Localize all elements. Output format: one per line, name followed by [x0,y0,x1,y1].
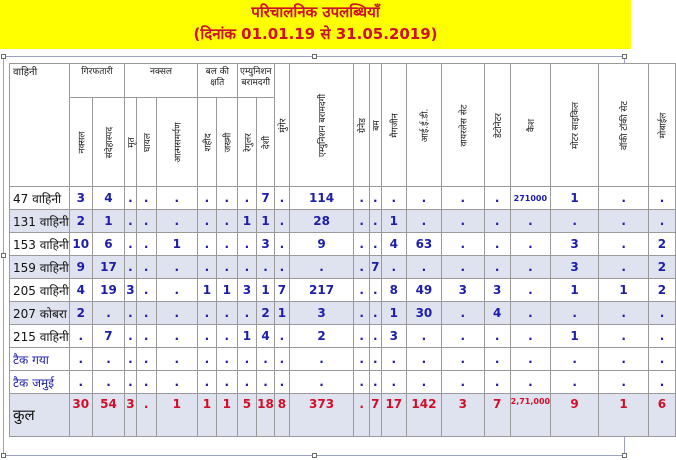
table-cell: 4 [484,302,510,325]
table-cell: . [156,187,197,210]
table-cell: . [257,371,275,394]
total-cell: 9 [551,394,599,437]
table-cell: . [125,325,137,348]
table-cell: . [197,256,216,279]
table-cell: . [599,302,649,325]
page-subtitle: (दिनांक 01.01.19 से 31.05.2019) [193,25,438,43]
table-cell: . [407,325,442,348]
table-cell: . [136,371,156,394]
table-cell: . [441,371,484,394]
col-detonator: डेटोनेटर [484,64,510,187]
table-cell: . [599,256,649,279]
table-row [10,302,676,325]
table-cell: . [69,371,92,394]
table-cell: 28 [290,210,354,233]
table-cell: 1 [381,302,406,325]
table-cell: . [237,256,257,279]
col-mrit: मृत [125,98,137,187]
table-cell: 9 [290,233,354,256]
col-magazine: मैगजीन [381,64,406,187]
row-label: 47 वाहिनी [10,187,70,210]
table-cell: . [649,325,676,348]
table-cell: . [370,279,382,302]
table-cell: 7 [274,279,289,302]
table-cell: . [290,348,354,371]
table-cell: . [237,233,257,256]
table-cell: . [354,348,370,371]
table-cell: 63 [407,233,442,256]
table-cell: . [237,348,257,371]
total-cell: . [136,394,156,437]
resize-handle-ml[interactable] [1,253,6,258]
table-cell: . [354,187,370,210]
col-vahini: वाहिनी [10,64,70,187]
table-cell: . [484,187,510,210]
col-grenade: ग्रेनेड [354,64,370,187]
table-cell: 10 [69,233,92,256]
row-label: 207 कोबरा [10,302,70,325]
resize-handle-tl[interactable] [1,54,6,59]
col-giraftari: गिरफतारी [69,64,124,98]
row-label: 159 वाहिनी [10,256,70,279]
table-cell: . [510,279,550,302]
table-cell: . [649,210,676,233]
table-cell: . [381,256,406,279]
table-cell: . [441,348,484,371]
table-cell: . [599,233,649,256]
table-cell: . [599,348,649,371]
table-cell: 3 [69,187,92,210]
table-cell: . [136,256,156,279]
table-cell: . [381,371,406,394]
table-cell: . [136,302,156,325]
table-cell: . [274,233,289,256]
table-cell: . [354,325,370,348]
table-cell: 6 [92,233,124,256]
table-cell: 1 [381,210,406,233]
table-cell: 4 [69,279,92,302]
resize-handle-br[interactable] [622,453,627,458]
table-cell: . [354,210,370,233]
table-cell: . [407,210,442,233]
total-cell: 30 [69,394,92,437]
table-cell: 217 [290,279,354,302]
table-cell: . [125,187,137,210]
table-cell: . [216,348,237,371]
row-label: 153 वाहिनी [10,233,70,256]
table-cell: 3 [290,302,354,325]
table-cell: . [156,348,197,371]
table-cell: 1 [237,325,257,348]
table-cell: . [370,210,382,233]
table-cell: . [354,233,370,256]
row-label: टैक जमुई [10,371,70,394]
table-cell: . [156,210,197,233]
achievements-table [9,63,676,437]
table-cell: . [441,187,484,210]
table-cell: . [649,302,676,325]
row-label: 215 वाहिनी [10,325,70,348]
col-bal-ki-kshati: बल की क्षति [197,64,237,98]
table-cell: . [441,210,484,233]
table-cell: . [136,233,156,256]
table-cell: . [551,371,599,394]
table-cell: . [237,187,257,210]
table-cell: . [484,325,510,348]
table-cell: . [92,348,124,371]
table-cell: . [354,279,370,302]
total-cell: 7 [370,394,382,437]
table-cell: . [257,256,275,279]
table-cell: . [197,210,216,233]
table-cell: 3 [441,279,484,302]
table-cell: . [92,302,124,325]
total-cell: 1 [197,394,216,437]
table-cell: . [216,302,237,325]
resize-handle-bl[interactable] [1,453,6,458]
table-cell: . [290,371,354,394]
table-cell: . [216,256,237,279]
table-cell: . [92,371,124,394]
table-cell: . [237,302,257,325]
table-cell: . [156,302,197,325]
col-sandehaspad: संदेहास्पद [92,98,124,187]
table-cell: . [197,233,216,256]
table-cell: . [136,325,156,348]
table-cell: . [237,371,257,394]
table-cell: . [125,348,137,371]
table-cell: . [441,302,484,325]
table-cell: 2 [69,302,92,325]
col-naxal: नक्सल [69,98,92,187]
table-cell: . [441,256,484,279]
table-cell: . [370,348,382,371]
table-cell: . [69,348,92,371]
table-cell: . [216,233,237,256]
table-row [10,325,676,348]
table-cell: . [156,279,197,302]
table-cell: . [599,325,649,348]
table-cell: 1 [551,187,599,210]
table-row [10,279,676,302]
table-cell: 3 [125,279,137,302]
table-cell: 1 [599,279,649,302]
table-cell: 30 [407,302,442,325]
total-cell: 6 [649,394,676,437]
table-cell: . [125,256,137,279]
table-cell: . [510,325,550,348]
table-cell: . [381,187,406,210]
table-cell: . [274,348,289,371]
col-regular: रेगुलर [237,98,257,187]
table-cell: 4 [381,233,406,256]
table-cell: . [197,302,216,325]
resize-handle-bm[interactable] [312,453,317,458]
table-cell: 1 [551,325,599,348]
table-cell: 271000 [510,187,550,210]
total-cell: 5 [237,394,257,437]
table-cell: . [257,348,275,371]
total-cell: 8 [274,394,289,437]
table-row [10,348,676,371]
table-cell: . [599,187,649,210]
table-cell: . [484,210,510,233]
table-cell: 17 [92,256,124,279]
table-cell: . [125,371,137,394]
total-label: कुल [10,394,70,437]
resize-handle-tr[interactable] [622,54,627,59]
table-cell: . [370,187,382,210]
table-cell: . [216,325,237,348]
total-cell: 142 [407,394,442,437]
table-cell: . [551,210,599,233]
table-cell: 2 [257,302,275,325]
table-cell: . [125,210,137,233]
table-cell: . [156,256,197,279]
table-row [10,371,676,394]
total-cell: 17 [381,394,406,437]
table-cell: . [274,210,289,233]
total-cell: 3 [125,394,137,437]
table-cell: . [136,348,156,371]
table-cell: 1 [216,279,237,302]
table-cell: . [510,371,550,394]
total-cell: 3 [441,394,484,437]
table-cell: 3 [551,233,599,256]
table-cell: . [216,210,237,233]
table-cell: . [484,371,510,394]
table-cell: . [484,233,510,256]
table-cell: 4 [257,325,275,348]
col-deshi: देशी [257,98,275,187]
table-cell: . [354,256,370,279]
table-cell: 19 [92,279,124,302]
resize-handle-tm[interactable] [312,54,317,59]
table-cell: . [441,233,484,256]
table-cell: 3 [381,325,406,348]
total-cell: 1 [599,394,649,437]
table-cell: . [354,371,370,394]
table-cell: 2 [649,233,676,256]
table-cell: 1 [92,210,124,233]
table-cell: . [197,348,216,371]
table-cell: . [354,302,370,325]
total-cell: 54 [92,394,124,437]
table-cell: 1 [274,302,289,325]
table-cell: 8 [381,279,406,302]
row-label: 205 वाहिनी [10,279,70,302]
table-cell: 4 [92,187,124,210]
col-jakhmi: जख्मी [216,98,237,187]
col-mobile: मोबाईल [649,64,676,187]
table-cell: 49 [407,279,442,302]
table-cell: . [156,325,197,348]
table-cell: . [510,348,550,371]
table-cell: . [274,187,289,210]
total-cell: 1 [216,394,237,437]
col-motorcycle: मोटर साइकिल [551,64,599,187]
table-cell: . [649,187,676,210]
col-bam: बम [370,64,382,187]
table-cell: 2 [290,325,354,348]
col-aatmasamarpan: आत्मसमर्पण [156,98,197,187]
col-ammunition-group: एम्युनिशन बरामदगी [237,64,274,98]
page-title: परिचालनिक उपलब्धियाँ [251,3,380,21]
table-cell: . [649,371,676,394]
table-cell: 3 [484,279,510,302]
table-cell: . [274,371,289,394]
table-cell: . [484,348,510,371]
col-ied: आई.ई.डी. [407,64,442,187]
table-cell: 3 [237,279,257,302]
table-cell: . [599,371,649,394]
col-ammunition: एम्युनिशन बरामदगी [290,64,354,187]
total-cell: 7 [484,394,510,437]
table-cell: 114 [290,187,354,210]
total-cell: 373 [290,394,354,437]
col-cash: कैश [510,64,550,187]
table-cell: . [125,233,137,256]
table-cell: . [69,325,92,348]
table-cell: 1 [257,210,275,233]
total-cell: 18 [257,394,275,437]
table-row [10,256,676,279]
table-cell: . [370,325,382,348]
table-cell: . [370,233,382,256]
table-cell: . [370,302,382,325]
col-shaheed: शहीद [197,98,216,187]
table-cell: 3 [257,233,275,256]
table-cell: 7 [92,325,124,348]
table-cell: . [407,371,442,394]
table-cell: 2 [649,256,676,279]
table-cell: . [197,371,216,394]
table-cell: . [290,256,354,279]
table-cell: . [510,233,550,256]
table-cell: . [484,256,510,279]
table-cell: . [136,187,156,210]
total-cell: 1 [156,394,197,437]
table-cell: 2 [649,279,676,302]
table-cell: . [370,371,382,394]
table-cell: . [156,371,197,394]
table-cell: . [510,302,550,325]
row-label: 131 वाहिनी [10,210,70,233]
table-cell: . [510,256,550,279]
table-cell: . [551,302,599,325]
table-cell: . [551,348,599,371]
table-cell: 1 [237,210,257,233]
title-banner [0,0,631,49]
table-cell: . [216,371,237,394]
table-cell: . [510,210,550,233]
col-naxal-group: नक्सल [125,64,198,98]
table-cell: 9 [69,256,92,279]
table-cell: . [649,348,676,371]
row-label: टैक गया [10,348,70,371]
total-cell: 2,71,000 [510,394,550,437]
table-cell: 2 [69,210,92,233]
table-cell: 7 [257,187,275,210]
table-cell: 1 [197,279,216,302]
table-cell: . [216,187,237,210]
table-cell: 1 [551,279,599,302]
total-row [10,394,676,437]
table-cell: 3 [551,256,599,279]
col-mungher: मुंगेर [274,64,289,187]
table-cell: 1 [257,279,275,302]
table-cell: . [441,325,484,348]
table-cell: . [136,279,156,302]
table-cell: . [599,210,649,233]
table-row [10,233,676,256]
table-cell: . [381,348,406,371]
table-cell: . [136,210,156,233]
col-wireless-set: वायरलेस सेट [441,64,484,187]
table-cell: . [197,325,216,348]
table-cell: . [407,187,442,210]
table-cell: . [274,256,289,279]
table-cell: . [407,256,442,279]
table-cell: . [274,325,289,348]
table-cell: . [125,302,137,325]
table-row [10,210,676,233]
table-cell: 1 [156,233,197,256]
table-cell: 7 [370,256,382,279]
table-cell: . [197,187,216,210]
table-cell: . [407,348,442,371]
col-walkie-talkie: वॉकी टॉकी सेट [599,64,649,187]
col-ghayal: घायल [136,98,156,187]
total-cell: . [354,394,370,437]
table-row [10,187,676,210]
